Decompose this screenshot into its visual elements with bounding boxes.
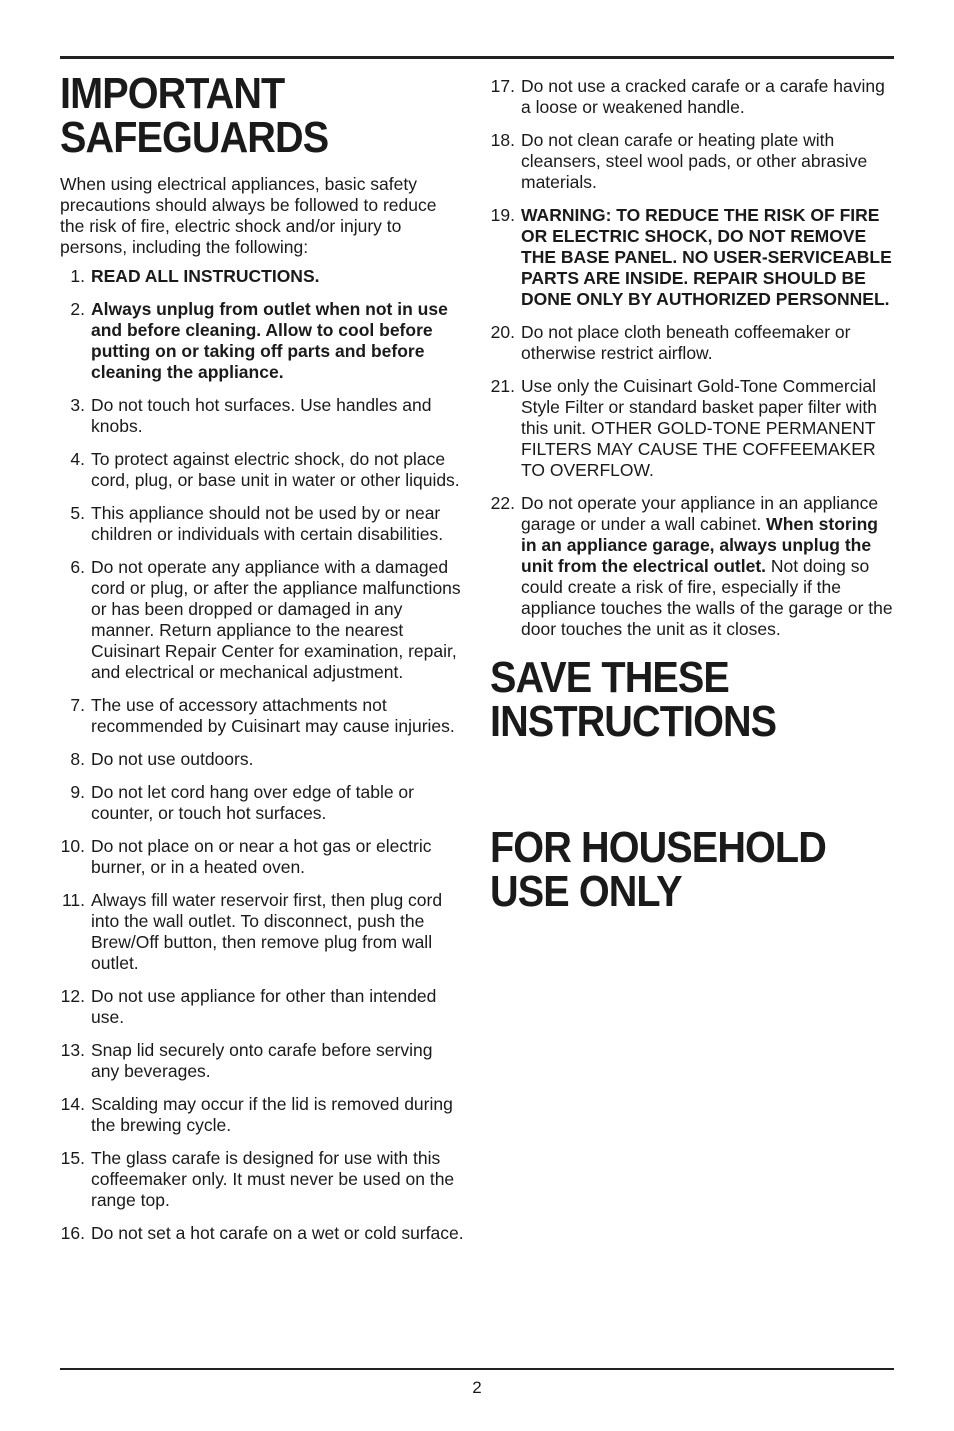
save-heading-line-1: SAVE THESE	[490, 653, 729, 702]
list-item	[60, 836, 465, 878]
item-text: Use only the Cuisinart Gold-Tone Commercial Style Filter or standard basket paper filter with this unit. OTHER GOLD-TONE PERMANENT FILTERS MAY CAUSE THE COFFEEMAKER TO OVERFLOW.	[521, 376, 877, 480]
top-rule	[60, 56, 894, 59]
item-text-bold: When storing in an appliance garage, always unplug the unit from the electrical outlet.	[521, 514, 878, 576]
item-text: WARNING: TO REDUCE THE RISK OF FIRE OR ELECTRIC SHOCK, DO NOT REMOVE THE BASE PANEL. NO USER-SERVICEABLE PARTS ARE INSIDE. REPAIR SHOULD BE DONE ONLY BY AUTHORIZED PERSONNEL.	[521, 205, 892, 309]
list-item	[60, 695, 465, 737]
item-number: 6.	[70, 557, 85, 577]
item-number: 11.	[61, 890, 85, 910]
right-column	[490, 76, 896, 914]
item-text: Do not place on or near a hot gas or electric burner, or in a heated oven.	[91, 836, 432, 877]
item-number: 21.	[490, 376, 515, 396]
list-item	[60, 890, 465, 974]
list-item	[60, 986, 465, 1028]
item-text: Do not use appliance for other than intended use.	[91, 986, 437, 1027]
item-text	[521, 493, 893, 639]
intro-paragraph: When using electrical appliances, basic safety precautions should always be followed to reduce the risk of fire, electric shock and/or injury to persons, including the following:	[60, 174, 437, 257]
save-heading-line-2: INSTRUCTIONS	[490, 697, 777, 746]
list-item	[60, 1223, 465, 1244]
item-number: 1.	[70, 266, 85, 286]
item-number: 14.	[60, 1094, 85, 1114]
item-number: 4.	[70, 449, 85, 469]
list-item	[60, 557, 465, 683]
item-text: Do not operate any appliance with a damaged cord or plug, or after the appliance malfunctions or has been dropped or damaged in any manner. Return appliance to the nearest Cuisinart Repair Center for examination, repair, and electrical or mechanical adjustment.	[91, 557, 461, 682]
item-text: The use of accessory attachments not recommended by Cuisinart may cause injuries.	[91, 695, 455, 736]
list-item	[60, 449, 465, 491]
item-text: To protect against electric shock, do not place cord, plug, or base unit in water or other liquids.	[91, 449, 460, 490]
safeguard-list-left	[60, 266, 465, 1244]
item-text: Do not place cloth beneath coffeemaker or otherwise restrict airflow.	[521, 322, 851, 363]
list-item	[490, 130, 896, 193]
item-text: READ ALL INSTRUCTIONS.	[91, 266, 320, 286]
item-number: 17.	[490, 76, 515, 96]
item-text: Do not set a hot carafe on a wet or cold surface.	[91, 1223, 464, 1243]
item-text: Snap lid securely onto carafe before serving any beverages.	[91, 1040, 433, 1081]
page-number: 2	[472, 1378, 482, 1397]
item-text: Always fill water reservoir first, then plug cord into the wall outlet. To disconnect, push the Brew/Off button, then remove plug from wall outlet.	[91, 890, 443, 973]
item-number: 10.	[60, 836, 85, 856]
item-text: Do not touch hot surfaces. Use handles and knobs.	[91, 395, 432, 436]
item-number: 15.	[60, 1148, 85, 1168]
list-item	[60, 1040, 465, 1082]
list-item	[490, 205, 896, 310]
item-number: 8.	[70, 749, 85, 769]
list-item	[60, 1094, 465, 1136]
save-instructions-heading	[490, 653, 855, 746]
item-number: 19.	[490, 205, 515, 225]
list-item	[60, 503, 465, 545]
list-item	[60, 1148, 465, 1211]
item-text: Do not clean carafe or heating plate with cleansers, steel wool pads, or other abrasive materials.	[521, 130, 868, 192]
item-number: 5.	[70, 503, 85, 523]
item-number: 22.	[490, 493, 515, 513]
list-item	[60, 395, 465, 437]
household-use-heading	[490, 823, 855, 916]
list-item	[490, 493, 896, 640]
list-item	[60, 299, 465, 383]
item-text: This appliance should not be used by or near children or individuals with certain disabilities.	[91, 503, 444, 544]
list-item	[490, 322, 896, 364]
page-title	[60, 69, 425, 162]
title-line-1: IMPORTANT	[60, 69, 285, 118]
list-item	[490, 76, 896, 118]
item-text-part: Do not operate your appliance in an appliance garage or under a wall cabinet.	[521, 493, 879, 534]
item-text: Always unplug from outlet when not in use and before cleaning. Allow to cool before putting on or taking off parts and before cleaning the appliance.	[91, 299, 448, 382]
safeguard-list-right	[490, 76, 896, 640]
list-item	[60, 782, 465, 824]
item-number: 12.	[60, 986, 85, 1006]
list-item	[60, 749, 465, 770]
household-heading-line-1: FOR HOUSEHOLD	[490, 823, 826, 872]
household-heading-line-2: USE ONLY	[490, 867, 682, 916]
list-item	[490, 376, 896, 481]
list-item	[60, 266, 465, 287]
item-text: Do not let cord hang over edge of table or counter, or touch hot surfaces.	[91, 782, 414, 823]
item-text: Do not use a cracked carafe or a carafe having a loose or weakened handle.	[521, 76, 885, 117]
left-column	[60, 69, 465, 1256]
item-number: 3.	[70, 395, 85, 415]
item-number: 18.	[490, 130, 515, 150]
item-number: 9.	[70, 782, 85, 802]
item-number: 2.	[70, 299, 85, 319]
item-number: 7.	[70, 695, 85, 715]
item-text: Scalding may occur if the lid is removed during the brewing cycle.	[91, 1094, 453, 1135]
item-text: Do not use outdoors.	[91, 749, 254, 769]
bottom-rule	[60, 1368, 894, 1370]
item-number: 16.	[60, 1223, 85, 1243]
item-text-part: Not doing so could create a risk of fire, especially if the appliance touches the walls of the garage or the door touches the unit as it closes.	[521, 556, 893, 639]
item-number: 20.	[490, 322, 515, 342]
item-text: The glass carafe is designed for use with this coffeemaker only. It must never be used on the range top.	[91, 1148, 455, 1210]
title-line-2: SAFEGUARDS	[60, 113, 329, 162]
item-number: 13.	[60, 1040, 85, 1060]
